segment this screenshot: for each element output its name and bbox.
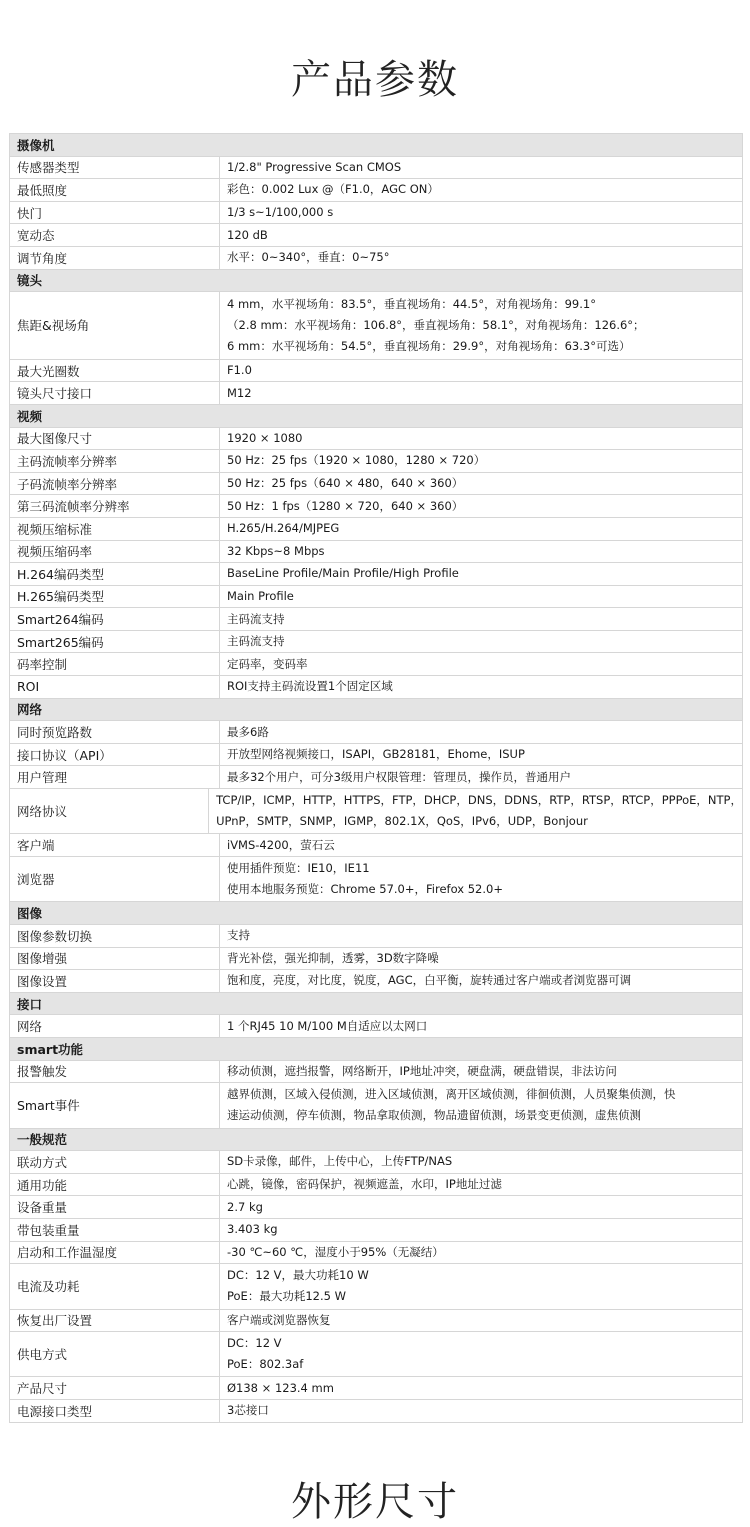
spec-row	[10, 1083, 742, 1128]
spec-value	[220, 676, 742, 698]
spec-value-line: ROI支持主码流设置1个固定区域	[227, 679, 393, 694]
spec-value-line: 4 mm，水平视场角：83.5°，垂直视场角：44.5°，对角视场角：99.1°	[227, 296, 596, 311]
spec-value	[220, 179, 742, 201]
spec-value	[220, 1196, 742, 1218]
spec-row	[10, 495, 742, 518]
spec-value-line: Main Profile	[227, 588, 294, 603]
spec-row	[10, 292, 742, 360]
spec-value	[220, 834, 742, 856]
spec-label: 最低照度	[10, 179, 220, 201]
spec-row	[10, 948, 742, 971]
spec-value	[220, 1332, 742, 1376]
spec-row	[10, 834, 742, 857]
spec-value	[220, 563, 742, 585]
spec-label: 网络	[10, 1015, 220, 1037]
spec-row	[10, 766, 742, 789]
spec-value	[220, 450, 742, 472]
spec-row	[10, 1219, 742, 1242]
spec-value-line: -30 ℃~60 ℃，湿度小于95%（无凝结）	[227, 1244, 444, 1259]
spec-value	[220, 1151, 742, 1173]
section-title: 图像	[17, 906, 43, 922]
section-header	[10, 699, 742, 722]
spec-label: Smart事件	[10, 1083, 220, 1127]
spec-row	[10, 518, 742, 541]
spec-row	[10, 1264, 742, 1309]
spec-value-line: 1/2.8" Progressive Scan CMOS	[227, 159, 402, 174]
spec-row	[10, 789, 742, 834]
spec-value	[220, 247, 742, 269]
spec-label: Smart265编码	[10, 631, 220, 653]
spec-label: 供电方式	[10, 1332, 220, 1376]
section-title: 摄像机	[17, 137, 55, 153]
spec-row	[10, 202, 742, 225]
spec-value-line: M12	[227, 385, 252, 400]
spec-value-line: DC：12 V，最大功耗10 W	[227, 1268, 369, 1283]
spec-label: 产品尺寸	[10, 1377, 220, 1399]
spec-value	[220, 1015, 742, 1037]
spec-value-line: 使用插件预览：IE10，IE11	[227, 861, 370, 876]
spec-value-line: 6 mm：水平视场角：54.5°，垂直视场角：29.9°，对角视场角：63.3°可选）	[227, 338, 631, 353]
spec-row	[10, 608, 742, 631]
spec-value-line: 50 Hz：25 fps（640 × 480，640 × 360）	[227, 476, 464, 491]
spec-value	[220, 428, 742, 450]
spec-label: 子码流帧率分辨率	[10, 473, 220, 495]
spec-value	[220, 1310, 742, 1332]
spec-value	[220, 360, 742, 382]
spec-row	[10, 1377, 742, 1400]
spec-value-line: 2.7 kg	[227, 1199, 263, 1214]
spec-label: 设备重量	[10, 1196, 220, 1218]
spec-row	[10, 721, 742, 744]
spec-value-line: Ø138 × 123.4 mm	[227, 1380, 334, 1395]
spec-label: H.265编码类型	[10, 586, 220, 608]
spec-value-line: H.265/H.264/MJPEG	[227, 521, 340, 536]
spec-label: 电源接口类型	[10, 1400, 220, 1422]
section-title: 接口	[17, 996, 43, 1012]
spec-label: 码率控制	[10, 653, 220, 675]
spec-label: 快门	[10, 202, 220, 224]
spec-row	[10, 970, 742, 993]
spec-label: 同时预览路数	[10, 721, 220, 743]
spec-value-line: 开放型网络视频接口，ISAPI，GB28181，Ehome，ISUP	[227, 747, 525, 762]
spec-value-line: 移动侦测，遮挡报警，网络断开，IP地址冲突，硬盘满，硬盘错误，非法访问	[227, 1063, 617, 1078]
spec-value-line: （2.8 mm：水平视场角：106.8°，垂直视场角：58.1°，对角视场角：126.6°；	[227, 317, 645, 332]
spec-value	[220, 1219, 742, 1241]
spec-label: 客户端	[10, 834, 220, 856]
spec-value-line: 3.403 kg	[227, 1222, 278, 1237]
spec-value	[220, 382, 742, 404]
section-title: smart功能	[17, 1041, 84, 1057]
spec-label: ROI	[10, 676, 220, 698]
spec-label: 视频压缩标准	[10, 518, 220, 540]
section-header	[10, 270, 742, 293]
spec-value-line: 水平：0~340°，垂直：0~75°	[227, 250, 390, 265]
spec-value	[220, 473, 742, 495]
next-section-title: 外形尺寸	[291, 1479, 459, 1525]
spec-row	[10, 1332, 742, 1377]
spec-label: 恢复出厂设置	[10, 1310, 220, 1332]
spec-label: 浏览器	[10, 857, 220, 901]
spec-value-line: 32 Kbps~8 Mbps	[227, 543, 325, 558]
spec-value	[220, 1061, 742, 1083]
spec-value	[220, 1174, 742, 1196]
spec-value-line: 1920 × 1080	[227, 430, 303, 445]
spec-row	[10, 857, 742, 902]
spec-value-line: 背光补偿，强光抑制，透雾，3D数字降噪	[227, 950, 439, 965]
spec-value-line: 120 dB	[227, 227, 268, 242]
spec-row	[10, 541, 742, 564]
spec-value	[220, 721, 742, 743]
spec-label: 最大图像尺寸	[10, 428, 220, 450]
spec-value	[220, 857, 742, 901]
page-title: 产品参数	[291, 57, 459, 103]
spec-label: 视频压缩码率	[10, 541, 220, 563]
section-header	[10, 902, 742, 925]
spec-value	[220, 518, 742, 540]
spec-value	[220, 744, 742, 766]
spec-label: 图像参数切换	[10, 925, 220, 947]
spec-value-line: iVMS-4200，萤石云	[227, 837, 335, 852]
section-header	[10, 1129, 742, 1152]
spec-label: 电流及功耗	[10, 1264, 220, 1308]
section-header	[10, 405, 742, 428]
spec-row	[10, 631, 742, 654]
spec-value-line: 最多32个用户，可分3级用户权限管理：管理员，操作员，普通用户	[227, 769, 571, 784]
spec-value-line: 主码流支持	[227, 611, 285, 626]
spec-label: 启动和工作温湿度	[10, 1242, 220, 1264]
spec-value-line: 心跳，镜像，密码保护，视频遮盖，水印，IP地址过滤	[227, 1177, 502, 1192]
section-title: 一般规范	[17, 1132, 68, 1148]
spec-value	[220, 586, 742, 608]
spec-value-line: 定码率，变码率	[227, 656, 308, 671]
spec-row	[10, 1015, 742, 1038]
spec-row	[10, 653, 742, 676]
spec-value	[220, 925, 742, 947]
spec-row	[10, 563, 742, 586]
spec-table	[9, 133, 743, 1423]
spec-value	[220, 157, 742, 179]
spec-label: 带包装重量	[10, 1219, 220, 1241]
section-title: 视频	[17, 408, 43, 424]
spec-value-line: TCP/IP，ICMP，HTTP，HTTPS，FTP，DHCP，DNS，DDNS，RTP，RTSP，RTCP，PPPoE，NTP，	[216, 793, 742, 808]
spec-label: 镜头尺寸接口	[10, 382, 220, 404]
spec-row	[10, 473, 742, 496]
spec-value	[220, 202, 742, 224]
spec-row	[10, 1242, 742, 1265]
spec-value-line: 客户端或浏览器恢复	[227, 1312, 331, 1327]
spec-value-line: PoE：802.3af	[227, 1357, 304, 1372]
spec-label: 用户管理	[10, 766, 220, 788]
spec-row	[10, 1061, 742, 1084]
spec-value-line: 3芯接口	[227, 1403, 269, 1418]
spec-value	[220, 541, 742, 563]
spec-value-line: 支持	[227, 928, 250, 943]
spec-row	[10, 1400, 742, 1423]
spec-row	[10, 925, 742, 948]
spec-value-line: 速运动侦测，停车侦测，物品拿取侦测，物品遗留侦测，场景变更侦测，虚焦侦测	[227, 1108, 641, 1123]
spec-row	[10, 224, 742, 247]
spec-value	[220, 608, 742, 630]
spec-value-line: 1 个RJ45 10 M/100 M自适应以太网口	[227, 1018, 428, 1033]
spec-value	[220, 1377, 742, 1399]
spec-label: 图像增强	[10, 948, 220, 970]
spec-value-line: 50 Hz：1 fps（1280 × 720，640 × 360）	[227, 498, 464, 513]
spec-value-line: 彩色：0.002 Lux @（F1.0，AGC ON）	[227, 182, 439, 197]
spec-label: 宽动态	[10, 224, 220, 246]
spec-label: 通用功能	[10, 1174, 220, 1196]
spec-row	[10, 1310, 742, 1333]
section-header	[10, 134, 742, 157]
spec-value	[220, 1242, 742, 1264]
spec-row	[10, 157, 742, 180]
spec-label: 网络协议	[10, 789, 209, 833]
spec-label: 报警触发	[10, 1061, 220, 1083]
spec-value-line: F1.0	[227, 363, 252, 378]
spec-label: 联动方式	[10, 1151, 220, 1173]
spec-label: 调节角度	[10, 247, 220, 269]
spec-row	[10, 1151, 742, 1174]
spec-value	[220, 631, 742, 653]
spec-label: 接口协议（API）	[10, 744, 220, 766]
spec-value-line: SD卡录像，邮件，上传中心，上传FTP/NAS	[227, 1154, 453, 1169]
section-title: 网络	[17, 702, 43, 718]
spec-value-line: 50 Hz：25 fps（1920 × 1080，1280 × 720）	[227, 453, 486, 468]
spec-value	[220, 495, 742, 517]
spec-value-line: DC：12 V	[227, 1336, 282, 1351]
spec-label: 主码流帧率分辨率	[10, 450, 220, 472]
spec-row	[10, 382, 742, 405]
spec-value-line: 越界侦测，区域入侵侦测，进入区域侦测，离开区域侦测，徘徊侦测，人员聚集侦测，快	[227, 1087, 676, 1102]
spec-row	[10, 428, 742, 451]
spec-value-line: BaseLine Profile/Main Profile/High Profile	[227, 566, 459, 581]
spec-value	[220, 1264, 742, 1308]
spec-row	[10, 360, 742, 383]
spec-label: 最大光圈数	[10, 360, 220, 382]
spec-value-line: 饱和度，亮度，对比度，锐度，AGC，白平衡，旋转通过客户端或者浏览器可调	[227, 973, 632, 988]
spec-row	[10, 1174, 742, 1197]
spec-value	[209, 789, 742, 833]
section-header	[10, 1038, 742, 1061]
spec-value-line: PoE：最大功耗12.5 W	[227, 1289, 346, 1304]
spec-value	[220, 970, 742, 992]
spec-value	[220, 292, 742, 359]
spec-row	[10, 247, 742, 270]
spec-row	[10, 1196, 742, 1219]
spec-value	[220, 1400, 742, 1422]
spec-value	[220, 653, 742, 675]
spec-row	[10, 179, 742, 202]
spec-label: 焦距&视场角	[10, 292, 220, 359]
spec-label: Smart264编码	[10, 608, 220, 630]
spec-row	[10, 586, 742, 609]
spec-label: H.264编码类型	[10, 563, 220, 585]
spec-row	[10, 676, 742, 699]
section-title: 镜头	[17, 273, 43, 289]
spec-value	[220, 948, 742, 970]
spec-value-line: 最多6路	[227, 724, 269, 739]
spec-value	[220, 766, 742, 788]
spec-row	[10, 744, 742, 767]
spec-value	[220, 1083, 742, 1127]
spec-value-line: 主码流支持	[227, 634, 285, 649]
spec-row	[10, 450, 742, 473]
spec-value-line: 1/3 s~1/100,000 s	[227, 205, 334, 220]
spec-label: 图像设置	[10, 970, 220, 992]
spec-label: 第三码流帧率分辨率	[10, 495, 220, 517]
spec-value	[220, 224, 742, 246]
spec-label: 传感器类型	[10, 157, 220, 179]
spec-value-line: UPnP，SMTP，SNMP，IGMP，802.1X，QoS，IPv6，UDP，Bonjour	[216, 814, 588, 829]
section-header	[10, 993, 742, 1016]
spec-value-line: 使用本地服务预览：Chrome 57.0+，Firefox 52.0+	[227, 882, 503, 897]
